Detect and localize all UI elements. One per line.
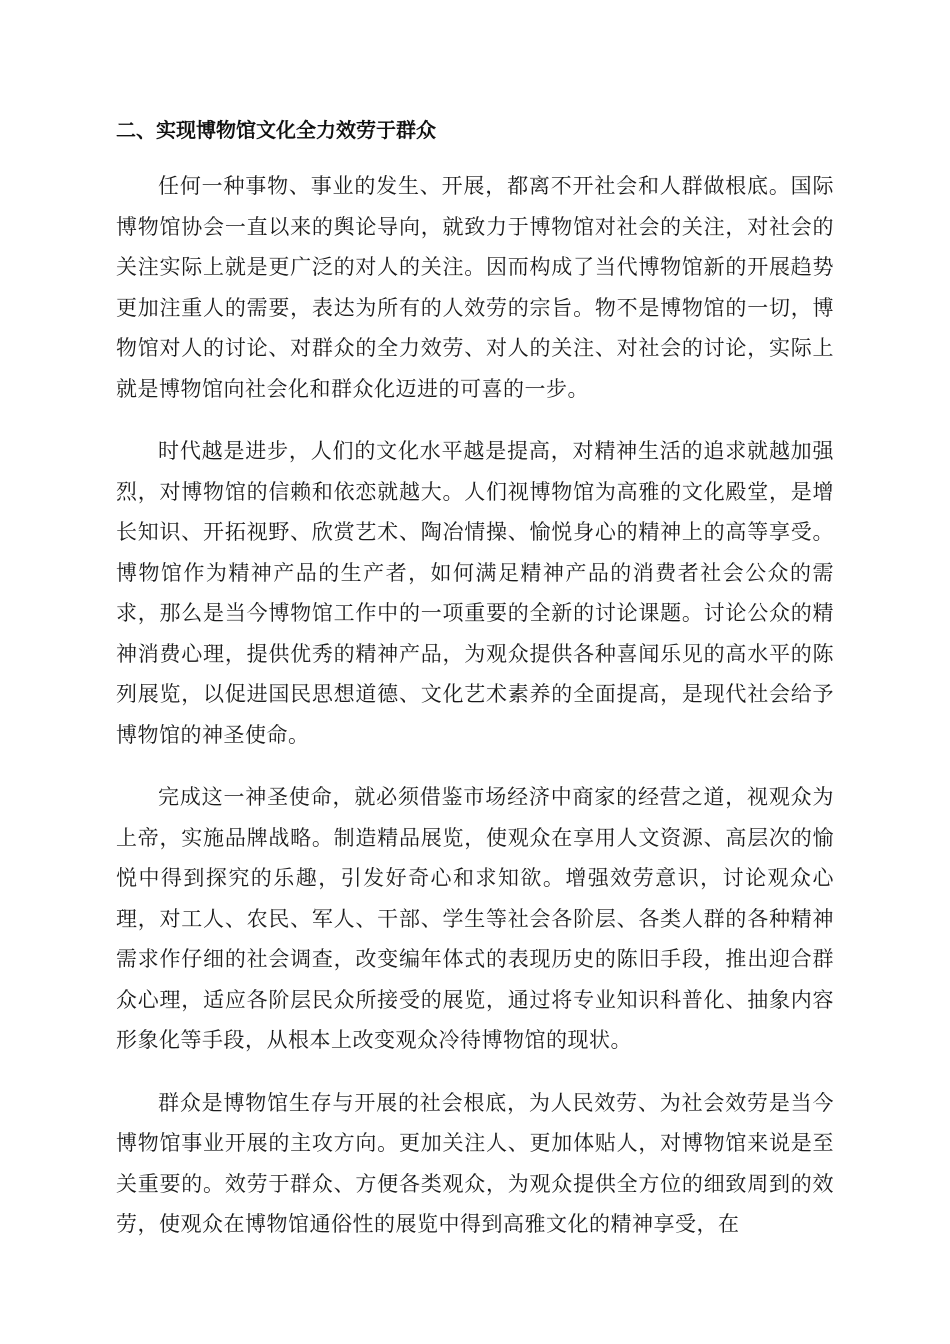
section-heading: 二、实现博物馆文化全力效劳于群众 xyxy=(116,118,436,142)
paragraph-2: 时代越是进步，人们的文化水平越是提高，对精神生活的追求就越加强烈，对博物馆的信赖和依恋就越大。人们视博物馆为高雅的文化殿堂，是增长知识、开拓视野、欣赏艺术、陶冶情操、愉悦身心的精神上的高等享受。博物馆作为精神产品的生产者，如何满足精神产品的消费者社会公众的需求，那么是当今博物馆工作中的一项重要的全新的讨论课题。讨论公众的精神消费心理，提供优秀的精神产品，为观众提供各种喜闻乐见的高水平的陈列展览，以促进国民思想道德、文化艺术素养的全面提高，是现代社会给予博物馆的神圣使命。 xyxy=(116,439,834,747)
paragraph-3: 完成这一神圣使命，就必须借鉴市场经济中商家的经营之道，视观众为上帝，实施品牌战略。制造精品展览，使观众在享用人文资源、高层次的愉悦中得到探究的乐趣，引发好奇心和求知欲。增强效劳意识，讨论观众心理，对工人、农民、军人、干部、学生等社会各阶层、各类人群的各种精神需求作仔细的社会调查，改变编年体式的表现历史的陈旧手段，推出迎合群众心理，适应各阶层民众所接受的展览，通过将专业知识科普化、抽象内容形象化等手段，从根本上改变观众冷待博物馆的现状。 xyxy=(116,785,834,1052)
document-body xyxy=(116,114,834,1267)
paragraph-1: 任何一种事物、事业的发生、开展，都离不开社会和人群做根底。国际博物馆协会一直以来的舆论导向，就致力于博物馆对社会的关注，对社会的关注实际上就是更广泛的对人的关注。因而构成了当代博物馆新的开展趋势更加注重人的需要，表达为所有的人效劳的宗旨。物不是博物馆的一切，博物馆对人的讨论、对群众的全力效劳、对人的关注、对社会的讨论，实际上就是博物馆向社会化和群众化迈进的可喜的一步。 xyxy=(116,174,834,401)
paragraph-4: 群众是博物馆生存与开展的社会根底，为人民效劳、为社会效劳是当今博物馆事业开展的主攻方向。更加关注人、更加体贴人，对博物馆来说是至关重要的。效劳于群众、方便各类观众，为观众提供全方位的细致周到的效劳，使观众在博物馆通俗性的展览中得到高雅文化的精神享受，在 xyxy=(116,1090,834,1236)
